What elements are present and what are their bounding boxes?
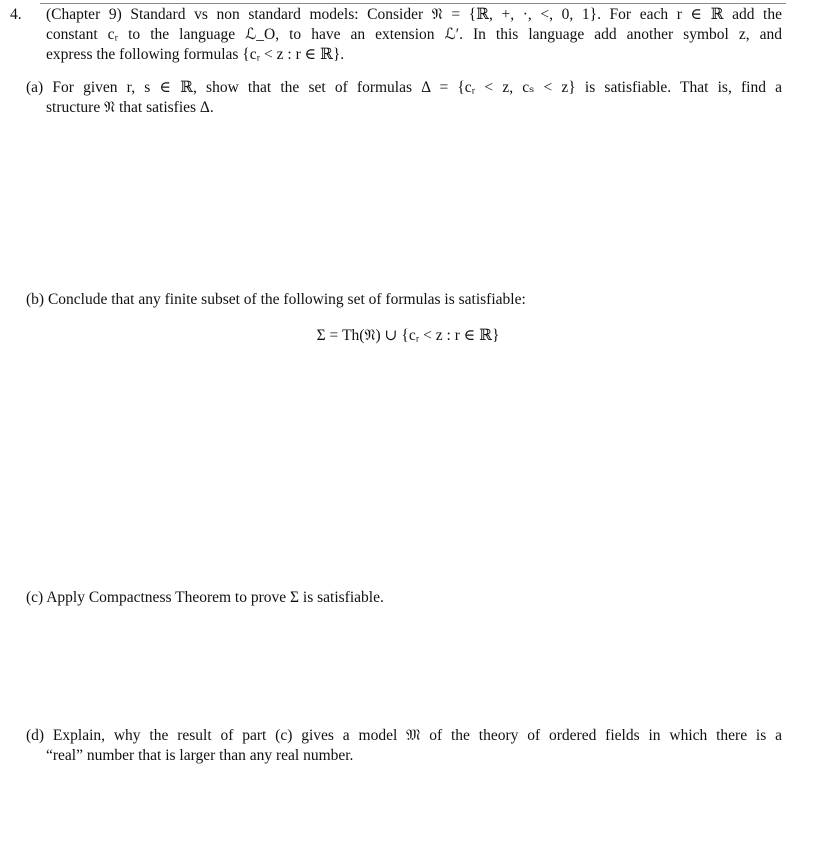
top-rule (40, 3, 786, 4)
part-d-line-2: “real” number that is larger than any real number. (46, 747, 354, 764)
question-number: 4. (10, 6, 22, 23)
part-a-line-2: structure 𝔑 that satisfies Δ. (46, 99, 214, 116)
part-d (26, 726, 782, 766)
part-b (26, 290, 782, 310)
part-c-text: (c) Apply Compactness Theorem to prove Σ is satisfiable. (26, 589, 384, 606)
part-a-line-1: (a) For given r, s ∈ ℝ, show that the set of formulas Δ = {cᵣ < z, cₛ < z} is satisfiable. That is, find a (26, 79, 782, 96)
part-a (26, 78, 782, 118)
part-d-line-1: (d) Explain, why the result of part (c) gives a model 𝔐 of the theory of ordered fields in which there is a (26, 727, 782, 744)
part-c (26, 588, 782, 608)
question-intro (46, 5, 782, 65)
part-b-text: (b) Conclude that any finite subset of the following set of formulas is satisfiable: (26, 291, 526, 308)
intro-line-2: constant cᵣ to the language ℒ_O, to have an extension ℒ′. In this language add another symbol z, and (46, 26, 782, 43)
part-b-equation: Σ = Th(𝔑) ∪ {cᵣ < z : r ∈ ℝ} (316, 327, 500, 344)
intro-line-3: express the following formulas {cᵣ < z : r ∈ ℝ}. (46, 46, 345, 63)
intro-line-1: (Chapter 9) Standard vs non standard models: Consider 𝔑 = {ℝ, +, ·, <, 0, 1}. For each r ∈ ℝ add the (46, 6, 782, 23)
